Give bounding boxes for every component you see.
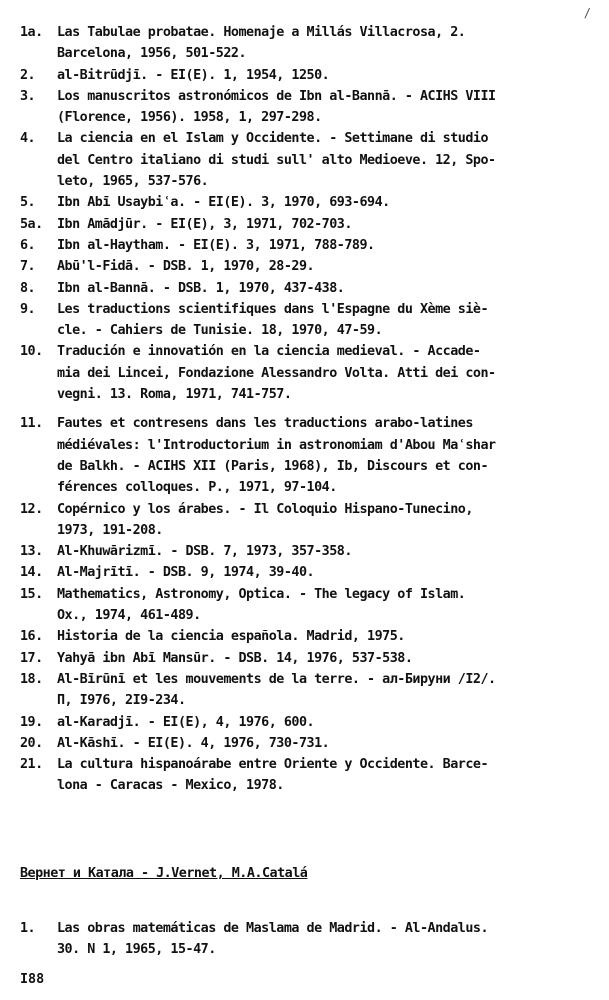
entry-number: 7. — [20, 259, 36, 275]
bibliography-entry — [0, 648, 609, 669]
entry-number: 3. — [20, 88, 36, 104]
entry-number: 1. — [20, 921, 36, 936]
bibliography-list-section-2 — [0, 918, 609, 961]
page-number: I88 — [20, 972, 45, 987]
bibliography-entry — [0, 413, 609, 498]
entry-text: al-Bitrūdjī. - EI(E). 1, 1954, 1250. — [57, 67, 330, 83]
entry-text: Ibn Amādjūr. - EI(E), 3, 1971, 702-703. — [57, 216, 352, 232]
bibliography-entry — [0, 626, 609, 647]
entry-number: 13. — [20, 544, 43, 560]
entry-number: 1a. — [20, 25, 43, 40]
bibliography-entry — [0, 299, 609, 342]
entry-text: Les traductions scientifiques dans l'Espagne du Xème siè- cle. - Cahiers de Tunisie. 18, 1970, 47-59. — [57, 301, 489, 339]
entry-number: 8. — [20, 280, 36, 296]
entry-number: 20. — [20, 735, 43, 751]
entry-text: Al-Bīrūnī et les mouvements de la terre. - ал-Бируни /I2/. П, I976, 2I9-234. — [57, 671, 496, 709]
entry-text: Los manuscritos astronómicos de Ibn al-Bannā. - ACIHS VIII (Florence, 1956). 1958, 1, 297-298. — [57, 88, 496, 126]
entry-number: 14. — [20, 565, 43, 581]
bibliography-entry — [0, 754, 609, 797]
bibliography-entry — [0, 86, 609, 129]
entry-text: Al-Khuwārizmī. - DSB. 7, 1973, 357-358. — [57, 544, 352, 560]
entry-number: 21. — [20, 757, 43, 773]
bibliography-entry — [0, 541, 609, 562]
entry-number: 2. — [20, 67, 36, 83]
corner-mark: / — [583, 6, 591, 20]
entry-text: Fautes et contresens dans les traductions arabo-latines médiévales: l'Introductorium in astronomiam d'Abou Maʿshar de Balkh. - ACIHS XII (Paris, 1968), Ib, Discours et con- férences colloques. P., 1971, 97-104. — [57, 416, 496, 496]
entry-text: Copérnico y los árabes. - Il Coloquio Hispano-Tunecino, 1973, 191-208. — [57, 501, 473, 538]
bibliography-entry — [0, 584, 609, 627]
bibliography-entry — [0, 65, 609, 86]
entry-text: Ibn Abī Usaybiʿa. - EI(E). 3, 1970, 693-694. — [57, 195, 390, 211]
entry-number: 5a. — [20, 216, 43, 232]
bibliography-entry — [0, 341, 609, 405]
bibliography-entry — [0, 712, 609, 733]
entry-number: 18. — [20, 671, 43, 687]
bibliography-entry — [0, 128, 609, 192]
bibliography-entry — [0, 256, 609, 277]
entry-number: 17. — [20, 650, 43, 666]
bibliography-entry — [0, 278, 609, 299]
entry-text: Las obras matemáticas de Maslama de Madrid. - Al-Andalus. 30. N 1, 1965, 15-47. — [57, 921, 489, 958]
entry-number: 11. — [20, 416, 43, 432]
bibliography-entry — [0, 669, 609, 712]
entry-text: Tradución e innovatión en la ciencia medieval. - Accade- mia dei Lincei, Fondazione Alessandro Volta. Atti dei con- vegni. 13. Roma, 1971, 741-757. — [57, 344, 496, 403]
bibliography-entry — [0, 214, 609, 235]
entry-text: Ibn al-Bannā. - DSB. 1, 1970, 437-438. — [57, 280, 345, 296]
entry-text: al-Karadjī. - EI(E), 4, 1976, 600. — [57, 714, 315, 730]
entry-text: La ciencia en el Islam y Occidente. - Settimane di studio del Centro italiano di studi sull' alto Medioeve. 12, Spo- leto, 1965, 537-576. — [57, 131, 496, 190]
entry-number: 6. — [20, 237, 36, 253]
entry-text: Historia de la ciencia española. Madrid, 1975. — [57, 629, 405, 645]
bibliography-entry — [0, 562, 609, 583]
entry-text: Al-Majrītī. - DSB. 9, 1974, 39-40. — [57, 565, 315, 581]
entry-number: 19. — [20, 714, 43, 730]
entry-text: Al-Kāshī. - EI(E). 4, 1976, 730-731. — [57, 735, 330, 751]
bibliography-entry — [0, 918, 609, 961]
entry-text: La cultura hispanoárabe entre Oriente y Occidente. Barce- lona - Caracas - Mexico, 1978. — [57, 757, 489, 794]
bibliography-entry — [0, 22, 609, 65]
author-section-heading: Вернет и Катала - J.Vernet, M.A.Catalá — [20, 866, 308, 881]
entry-number: 5. — [20, 195, 36, 211]
entry-number: 4. — [20, 131, 36, 147]
bibliography-entry — [0, 192, 609, 213]
bibliography-entry — [0, 733, 609, 754]
bibliography-entry — [0, 235, 609, 256]
entry-text: Las Tabulae probatae. Homenaje a Millás Villacrosa, 2. Barcelona, 1956, 501-522. — [57, 25, 466, 62]
entry-text: Ibn al-Haytham. - EI(E). 3, 1971, 788-789. — [57, 237, 375, 253]
entry-number: 15. — [20, 586, 43, 602]
entry-text: Mathematics, Astronomy, Optica. - The legacy of Islam. Ox., 1974, 461-489. — [57, 586, 466, 624]
entry-number: 9. — [20, 301, 36, 317]
bibliography-entry — [0, 499, 609, 542]
entry-text: Yahyā ibn Abī Mansūr. - DSB. 14, 1976, 537-538. — [57, 650, 413, 666]
entry-number: 10. — [20, 344, 43, 360]
entry-text: Abū'l-Fidā. - DSB. 1, 1970, 28-29. — [57, 259, 315, 275]
entry-number: 16. — [20, 629, 43, 645]
bibliography-list — [0, 22, 609, 797]
entry-number: 12. — [20, 501, 43, 517]
